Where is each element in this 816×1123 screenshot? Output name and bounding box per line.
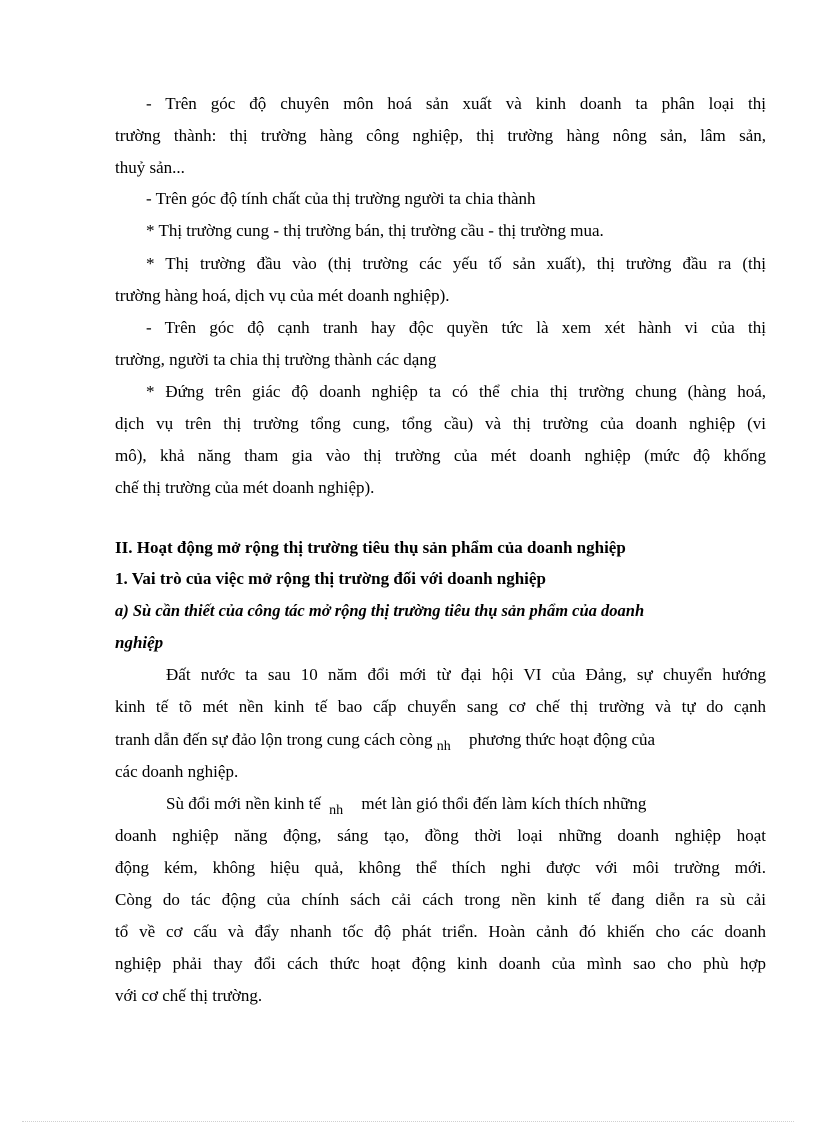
section-heading: II. Hoạt động mở rộng thị trường tiêu thụ sản phẩm của doanh nghiệp <box>115 538 626 557</box>
subscript-fragment: nh <box>436 739 451 754</box>
text-run: Sù đổi mới nền kinh tế <box>166 794 321 813</box>
paragraph-line: * Thị trường cung - thị trường bán, thị trường cầu - thị trường mua. <box>146 221 604 240</box>
paragraph-line: * Thị trường đầu vào (thị trường các yếu tố sản xuất), thị trường đầu ra (thị <box>146 254 766 273</box>
subsection-a-heading: a) Sù cần thiết của công tác mở rộng thị trường tiêu thụ sản phẩm của doanh <box>115 601 645 620</box>
paragraph-line: - Trên góc độ chuyên môn hoá sản xuất và kinh doanh ta phân loại thị <box>146 94 766 113</box>
paragraph-line <box>115 729 655 753</box>
subscript-fragment: nh <box>329 803 344 818</box>
paragraph-line: mô), khả năng tham gia vào thị trường của mét doanh nghiệp (mức độ khống <box>115 446 766 465</box>
paragraph-line: Đất nước ta sau 10 năm đổi mới từ đại hội VI của Đảng, sự chuyển hướng <box>166 665 766 684</box>
paragraph-line: * Đứng trên giác độ doanh nghiệp ta có thể chia thị trường chung (hàng hoá, <box>146 382 766 401</box>
subsection-a-heading-cont: nghiệp <box>115 633 164 652</box>
paragraph-line: - Trên góc độ cạnh tranh hay độc quyền tức là xem xét hành vi của thị <box>146 318 766 337</box>
page-bottom-divider <box>22 1121 794 1122</box>
paragraph-line <box>166 793 646 817</box>
paragraph-line: kinh tế tõ mét nền kinh tế bao cấp chuyển sang cơ chế thị trường và tự do cạnh <box>115 697 766 716</box>
paragraph-line: với cơ chế thị trường. <box>115 986 263 1005</box>
paragraph-line: doanh nghiệp năng động, sáng tạo, đồng thời loại những doanh nghiệp hoạt <box>115 826 766 845</box>
paragraph-line: thuỷ sản... <box>115 158 185 177</box>
paragraph-line: trường, người ta chia thị trường thành các dạng <box>115 350 437 369</box>
paragraph-line: trường thành: thị trường hàng công nghiệp, thị trường hàng nông sản, lâm sản, <box>115 126 766 145</box>
paragraph-line: nghiệp phải thay đổi cách thức hoạt động kinh doanh của mình sao cho phù hợp <box>115 954 766 973</box>
paragraph-line: tổ về cơ cấu và đẩy nhanh tốc độ phát triển. Hoàn cảnh đó khiến cho các doanh <box>115 922 766 941</box>
text-run: tranh dẫn đến sự đảo lộn trong cung cách còng <box>115 730 433 749</box>
paragraph-line: Còng do tác động của chính sách cải cách trong nền kinh tế đang diễn ra sù cải <box>115 890 766 909</box>
paragraph-line: dịch vụ trên thị trường tổng cung, tổng cầu) và thị trường của doanh nghiệp (vi <box>115 414 766 433</box>
paragraph-line: động kém, không hiệu quả, không thể thích nghi được với môi trường mới. <box>115 858 766 877</box>
paragraph-line: trường hàng hoá, dịch vụ của mét doanh nghiệp). <box>115 286 450 305</box>
paragraph-line: chế thị trường của mét doanh nghiệp). <box>115 478 375 497</box>
paragraph-line: các doanh nghiệp. <box>115 762 239 781</box>
subsection-heading: 1. Vai trò của việc mở rộng thị trường đối với doanh nghiệp <box>115 569 546 588</box>
paragraph-line: - Trên góc độ tính chất của thị trường người ta chia thành <box>146 189 536 208</box>
text-run: phương thức hoạt động của <box>468 730 656 749</box>
text-run: mét làn gió thổi đến làm kích thích những <box>361 794 647 813</box>
